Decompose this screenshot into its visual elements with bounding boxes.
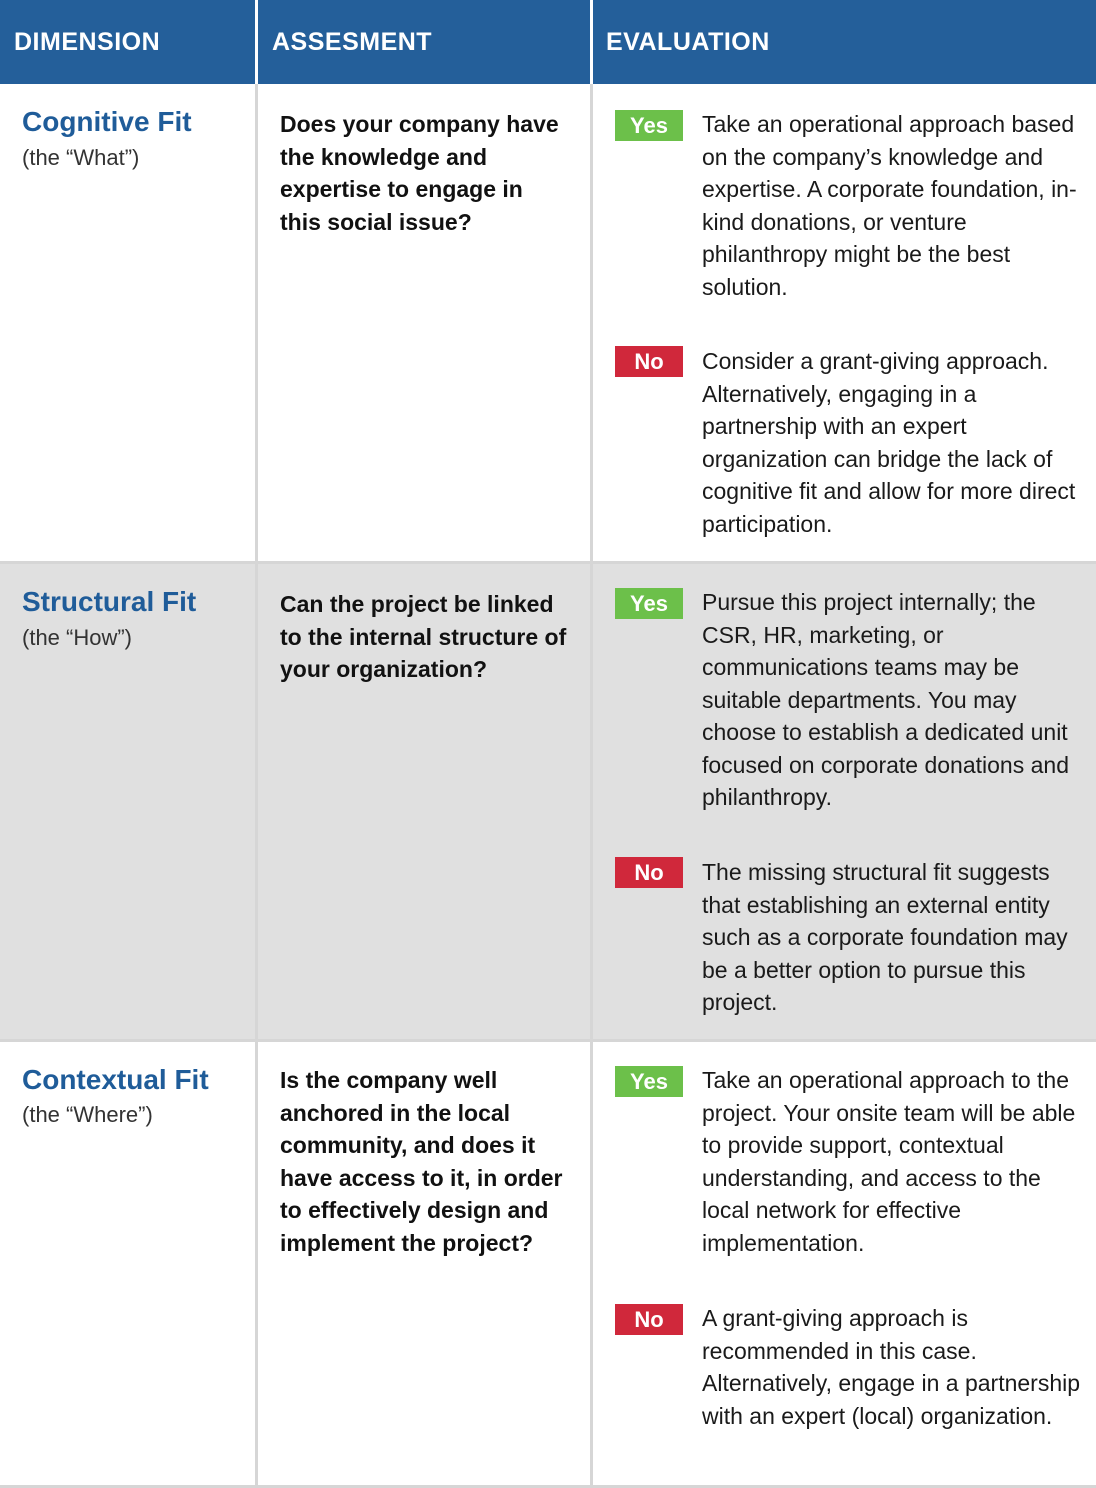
table-header (0, 0, 1096, 84)
table-row-cognitive (0, 84, 1096, 562)
yes-evaluation-text: Pursue this project internally; the CSR, HR, marketing, or communications teams may be suitable departments. You may choose to establish a dedicated unit focused on corporate donations and philanthropy. (702, 589, 1069, 810)
dimension-subtitle: (the “Where”) (22, 1102, 153, 1127)
header-evaluation: EVALUATION (606, 27, 770, 56)
column-divider (590, 84, 593, 1488)
assessment-question: Is the company well anchored in the local community, and does it have access to it, in order to effectively design and implement the project? (280, 1067, 563, 1256)
yes-evaluation-text: Take an operational approach based on the company’s knowledge and expertise. A corporate foundation, in-kind donations, or venture philanthropy might be the best solution. (702, 111, 1077, 300)
dimension-subtitle: (the “What”) (22, 145, 140, 170)
no-evaluation-text: A grant-giving approach is recommended in this case. Alternatively, engage in a partnership with an expert (local) organization. (702, 1305, 1081, 1429)
assessment-question: Can the project be linked to the internal structure of your organization? (280, 591, 567, 682)
yes-badge: Yes (615, 1066, 683, 1097)
column-divider (255, 84, 258, 1488)
assessment-question: Does your company have the knowledge and expertise to engage in this social issue? (280, 111, 559, 235)
no-evaluation-text: Consider a grant-giving approach. Alternatively, engaging in a partnership with an expert organization can bridge the lack of cognitive fit and allow for more direct participation. (702, 348, 1076, 537)
header-assessment: ASSESMENT (272, 27, 433, 56)
dimension-title: Contextual Fit (22, 1064, 209, 1095)
table-row-contextual (0, 1042, 1096, 1488)
no-evaluation-text: The missing structural fit suggests that establishing an external entity such as a corporate foundation may be a better option to pursue this project. (702, 859, 1068, 1015)
table-row-structural (0, 564, 1096, 1040)
no-badge: No (615, 857, 683, 888)
dimension-subtitle: (the “How”) (22, 625, 133, 650)
no-badge: No (615, 1304, 683, 1335)
header-divider (590, 0, 593, 84)
no-badge: No (615, 346, 683, 377)
yes-badge: Yes (615, 110, 683, 141)
yes-badge: Yes (615, 588, 683, 619)
header-dimension: DIMENSION (14, 27, 161, 56)
dimension-title: Cognitive Fit (22, 106, 192, 137)
header-divider (255, 0, 258, 84)
dimension-title: Structural Fit (22, 586, 197, 617)
yes-evaluation-text: Take an operational approach to the project. Your onsite team will be able to provide support, contextual understanding, and access to the local network for effective implementation. (702, 1067, 1076, 1256)
